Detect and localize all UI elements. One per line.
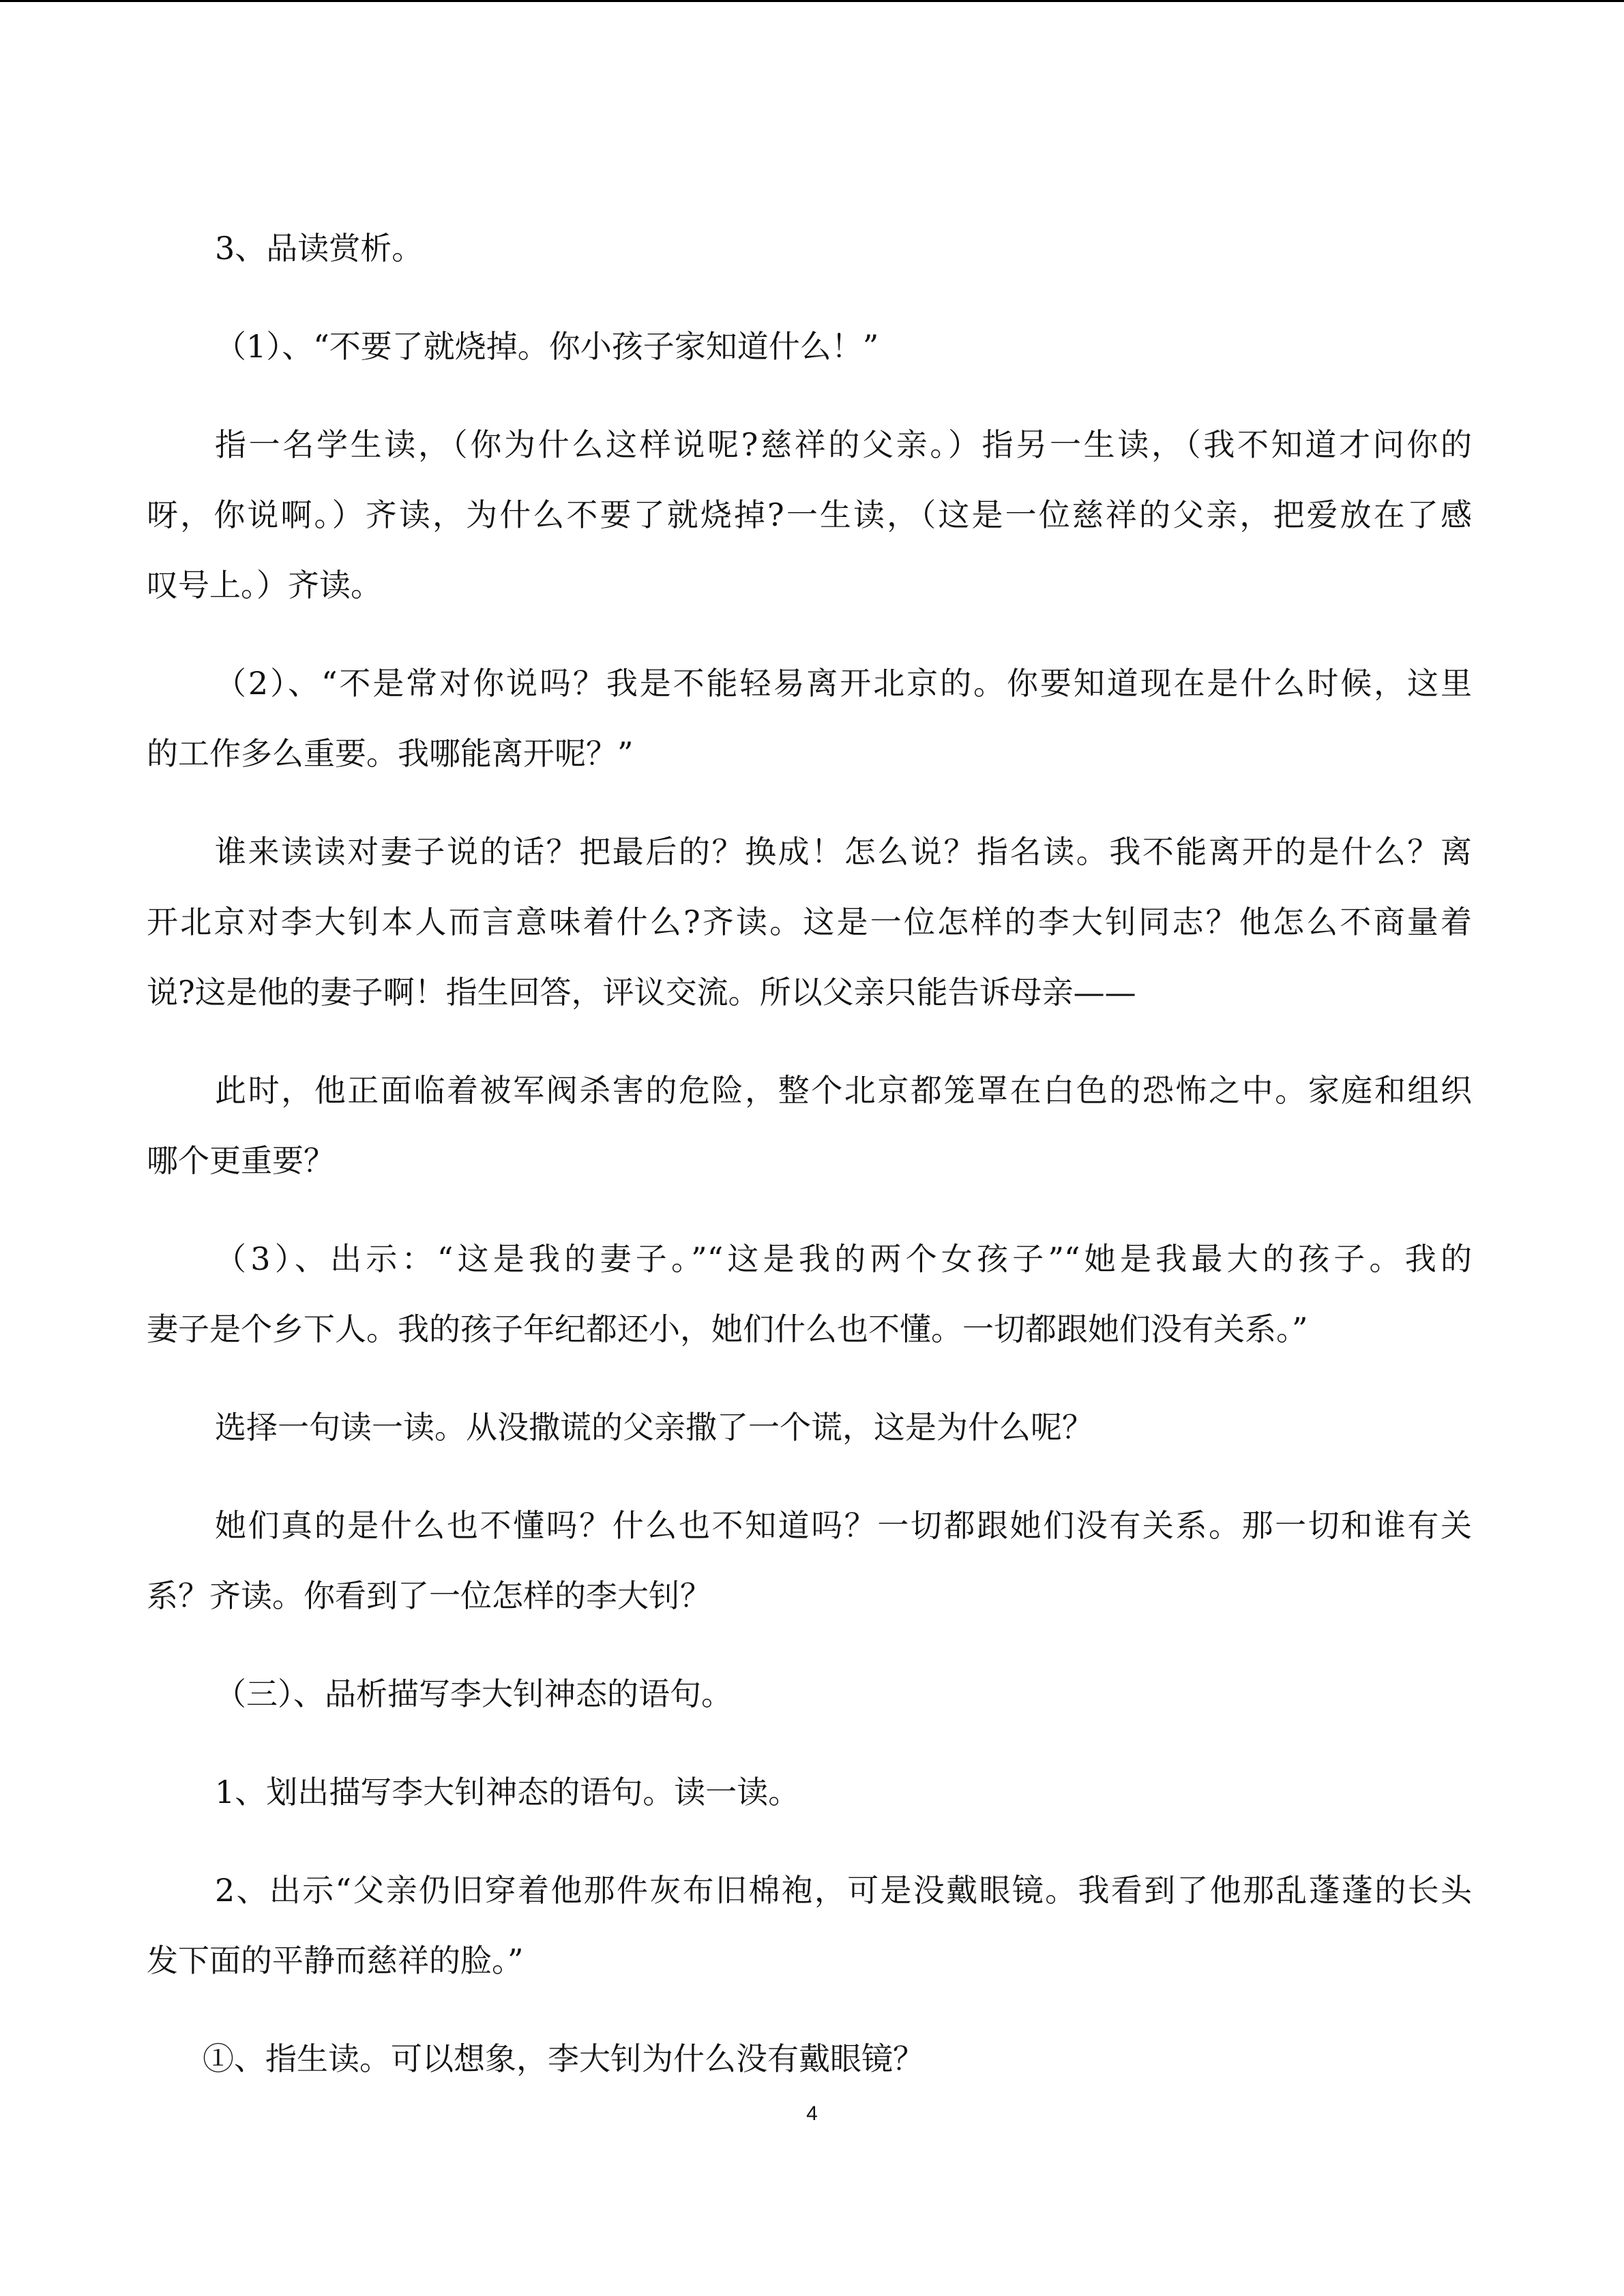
paragraph-line: 妻子是个乡下人。我的孩子年纪都还小，她们什么也不懂。一切都跟她们没有关系。” xyxy=(147,1311,1308,1347)
paragraph-line: 发下面的平静而慈祥的脸。” xyxy=(147,1942,524,1979)
paragraph xyxy=(147,410,1472,621)
paragraph-line: 的工作多么重要。我哪能离开呢？” xyxy=(147,735,634,772)
paragraph xyxy=(147,2024,1472,2094)
paragraph-line: 2、出示“父亲仍旧穿着他那件灰布旧棉袍，可是没戴眼镜。我看到了他那乱蓬蓬的长头 xyxy=(215,1872,1472,1909)
paragraph xyxy=(147,1056,1472,1196)
paragraph xyxy=(147,213,1472,284)
page-top-border xyxy=(0,0,1624,2)
paragraph-line: 叹号上。）齐读。 xyxy=(147,567,382,603)
paragraph xyxy=(147,1855,1472,1996)
paragraph xyxy=(147,1392,1472,1463)
paragraph-line: 此时，他正面临着被军阀杀害的危险，整个北京都笼罩在白色的恐怖之中。家庭和组织 xyxy=(215,1072,1472,1109)
page-number: 4 xyxy=(806,2102,818,2125)
paragraph-line: 系？齐读。你看到了一位怎样的李大钊？ xyxy=(147,1577,711,1614)
paragraph xyxy=(147,1659,1472,1729)
paragraph-line: 选择一句读一读。从没撒谎的父亲撒了一个谎，这是为什么呢？ xyxy=(215,1409,1093,1446)
paragraph-line: 哪个更重要？ xyxy=(147,1142,335,1179)
paragraph xyxy=(147,312,1472,382)
paragraph xyxy=(147,817,1472,1028)
document-body xyxy=(147,213,1472,2122)
paragraph-line: 3、品读赏析。 xyxy=(215,230,424,267)
paragraph-line: （2）、“不是常对你说吗？我是不能轻易离开北京的。你要知道现在是什么时候，这里 xyxy=(215,665,1472,702)
paragraph xyxy=(147,1757,1472,1828)
paragraph-line: 1、划出描写李大钊神态的语句。读一读。 xyxy=(215,1774,800,1810)
paragraph-line: （3）、出示：“这是我的妻子。”“这是我的两个女孩子”“她是我最大的孩子。我的 xyxy=(215,1240,1472,1277)
paragraph-line: （1）、“不要了就烧掉。你小孩子家知道什么！” xyxy=(215,328,879,365)
paragraph xyxy=(147,1491,1472,1631)
paragraph-line: 开北京对李大钊本人而言意味着什么?齐读。这是一位怎样的李大钊同志？他怎么不商量着 xyxy=(147,904,1472,940)
paragraph-line: ①、指生读。可以想象，李大钊为什么没有戴眼镜？ xyxy=(203,2040,924,2077)
paragraph-line: 指一名学生读，（你为什么这样说呢?慈祥的父亲。）指另一生读，（我不知道才问你的 xyxy=(215,426,1472,463)
paragraph-line: 呀，你说啊。）齐读，为什么不要了就烧掉?一生读，（这是一位慈祥的父亲，把爱放在了感 xyxy=(147,496,1472,533)
paragraph xyxy=(147,648,1472,789)
paragraph-line: 谁来读读对妻子说的话？把最后的？换成！怎么说？指名读。我不能离开的是什么？离 xyxy=(215,833,1472,870)
paragraph-line: 她们真的是什么也不懂吗？什么也不知道吗？一切都跟她们没有关系。那一切和谁有关 xyxy=(215,1507,1472,1544)
paragraph-line: 说?这是他的妻子啊！指生回答，评议交流。所以父亲只能告诉母亲—— xyxy=(147,974,1136,1011)
paragraph xyxy=(147,1224,1472,1365)
paragraph-line: （三）、品析描写李大钊神态的语句。 xyxy=(215,1675,733,1712)
